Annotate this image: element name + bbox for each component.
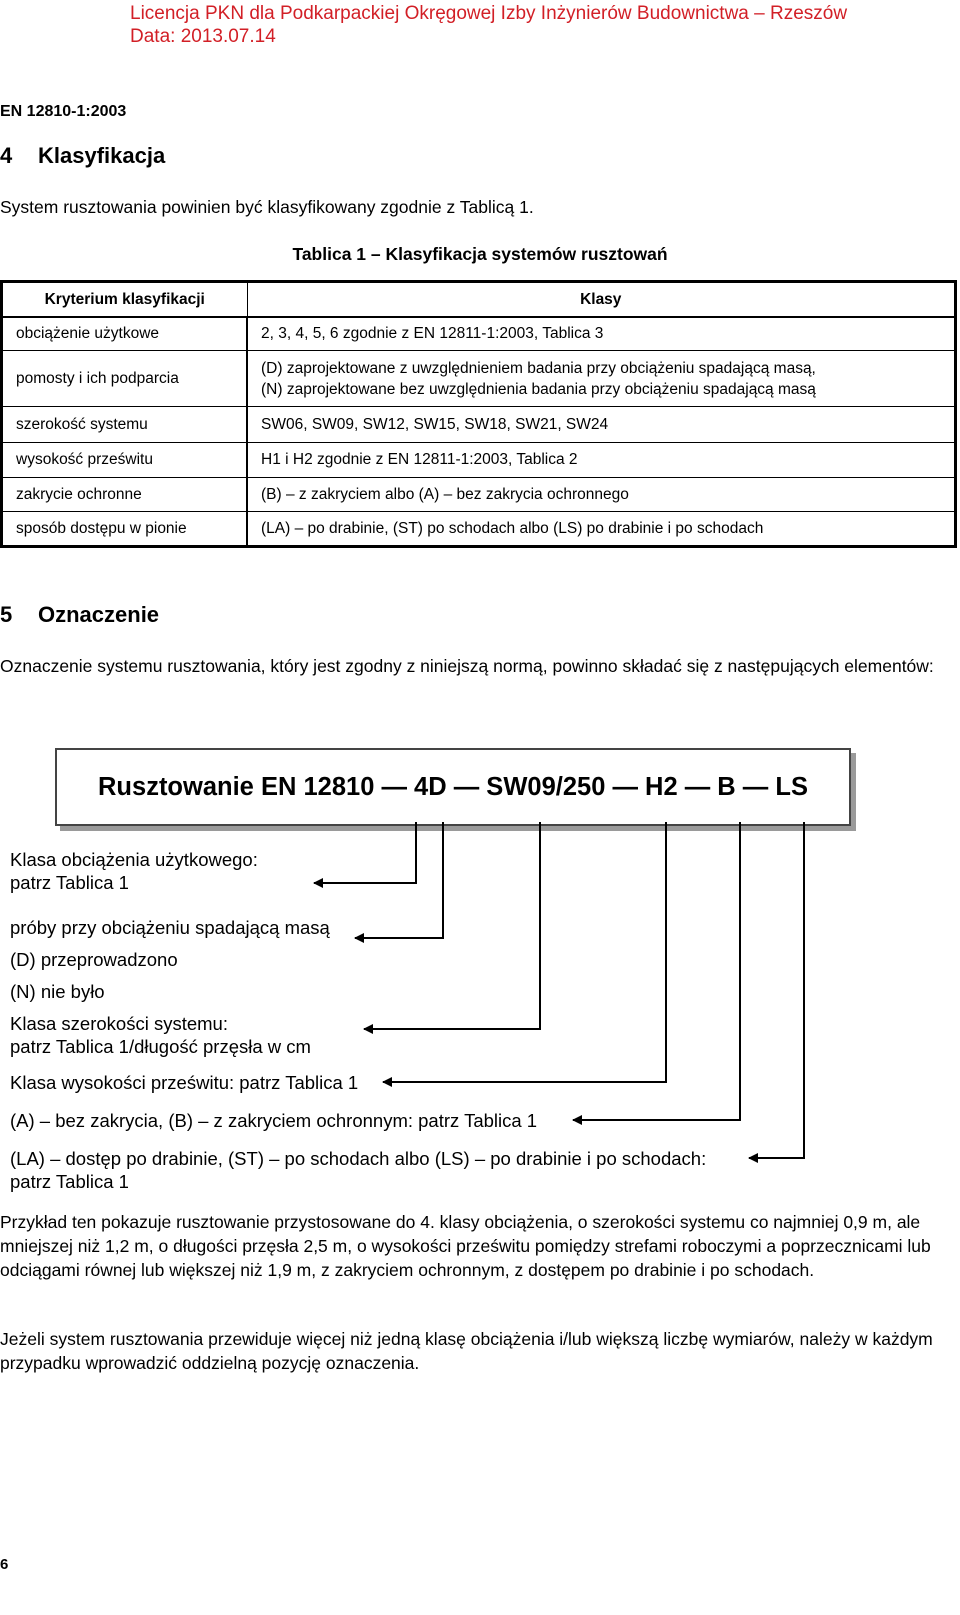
table-cell-classes: H1 i H2 zgodnie z EN 12811-1:2003, Tablica 2 bbox=[247, 443, 956, 478]
arrow-system-width bbox=[364, 822, 540, 1029]
table-cell-classes: (B) – z zakryciem albo (A) – bez zakrycia ochronnego bbox=[247, 478, 956, 512]
example-paragraph: Przykład ten pokazuje rusztowanie przystosowane do 4. klasy obciążenia, o szerokości systemu co najmniej 0,9 m, ale mniejszej niż 1,2 m, o długości przęsła 2,5 m, o wysokości prześwitu pomiędzy strefami roboczymi a poprzecznicami lub odciągami równej lub większej niż 1,9 m, z zakryciem ochronnym, z dostępem po drabinie i po schodach. bbox=[0, 1212, 931, 1280]
table-cell-criterion: zakrycie ochronne bbox=[2, 478, 248, 512]
label-load-class-ref: patrz Tablica 1 bbox=[10, 872, 129, 893]
arrow-drop-test bbox=[355, 822, 443, 938]
table-cell-line: (D) zaprojektowane z uwzględnieniem badania przy obciążeniu spadającą masą, bbox=[261, 359, 816, 377]
table-cell-criterion: wysokość prześwitu bbox=[2, 443, 248, 478]
table-cell-criterion: szerokość systemu bbox=[2, 407, 248, 443]
license-date: Data: 2013.07.14 bbox=[130, 26, 276, 47]
license-line-1: Licencja PKN dla Podkarpackiej Okręgowej Izby Inżynierów Budownictwa – Rzeszów bbox=[130, 3, 848, 24]
label-height-class: Klasa wysokości prześwitu: patrz Tablica 1 bbox=[10, 1072, 359, 1093]
label-protective-cover: (A) – bez zakrycia, (B) – z zakryciem ochronnym: patrz Tablica 1 bbox=[10, 1110, 538, 1131]
table-cell-criterion: pomosty i ich podparcia bbox=[2, 351, 248, 407]
multiple-class-paragraph: Jeżeli system rusztowania przewiduje więcej niż jedną klasę obciążenia i/lub większą liczbę wymiarów, należy w każdym przypadku wprowadzić oddzielną pozycję oznaczenia. bbox=[0, 1329, 933, 1373]
table-cell-classes: 2, 3, 4, 5, 6 zgodnie z EN 12811-1:2003, Tablica 3 bbox=[247, 317, 956, 351]
table-cell-criterion: sposób dostępu w pionie bbox=[2, 512, 248, 547]
arrow-clearance-height bbox=[383, 822, 666, 1082]
label-vertical-access: (LA) – dostęp po drabinie, (ST) – po schodach albo (LS) – po drabinie i po schodach: bbox=[10, 1148, 707, 1169]
section-5-number: 5 bbox=[0, 602, 13, 627]
label-load-class: Klasa obciążenia użytkowego: bbox=[10, 849, 258, 870]
label-drop-n: (N) nie było bbox=[10, 981, 105, 1002]
page-number: 6 bbox=[0, 1556, 9, 1573]
section-5-title: Oznaczenie bbox=[38, 602, 160, 627]
arrow-protective-cover bbox=[573, 822, 740, 1120]
table-cell-classes: SW06, SW09, SW12, SW15, SW18, SW21, SW24 bbox=[247, 407, 956, 443]
table-header-criterion: Kryterium klasyfikacji bbox=[2, 282, 248, 318]
section-5-intro: Oznaczenie systemu rusztowania, który jest zgodny z niniejszą normą, powinno składać się z następujących elementów: bbox=[0, 656, 934, 676]
table-cell-classes: (LA) – po drabinie, (ST) po schodach albo (LS) po drabinie i po schodach bbox=[247, 512, 956, 547]
section-4-number: 4 bbox=[0, 143, 13, 168]
table-caption: Tablica 1 – Klasyfikacja systemów rusztowań bbox=[292, 244, 668, 264]
label-width-class-ref: patrz Tablica 1/długość przęsła w cm bbox=[10, 1036, 311, 1057]
arrow-vertical-access bbox=[749, 822, 804, 1158]
section-4-title: Klasyfikacja bbox=[38, 143, 166, 168]
section-4-intro: System rusztowania powinien być klasyfikowany zgodnie z Tablicą 1. bbox=[0, 197, 534, 217]
table-header-classes: Klasy bbox=[247, 282, 956, 318]
document-id: EN 12810-1:2003 bbox=[0, 103, 127, 120]
arrow-load-class bbox=[314, 822, 416, 883]
table-cell-criterion: obciążenie użytkowe bbox=[2, 317, 248, 351]
designation-code-box: Rusztowanie EN 12810 — 4D — SW09/250 — H2 — B — LS bbox=[55, 748, 851, 826]
label-drop-d: (D) przeprowadzono bbox=[10, 949, 178, 970]
label-vertical-access-ref: patrz Tablica 1 bbox=[10, 1171, 129, 1192]
label-drop-test: próby przy obciążeniu spadającą masą bbox=[10, 917, 330, 938]
table-cell-line: (N) zaprojektowane bez uwzględnienia badania przy obciążeniu spadającą masą bbox=[261, 380, 816, 398]
label-width-class: Klasa szerokości systemu: bbox=[10, 1013, 228, 1034]
